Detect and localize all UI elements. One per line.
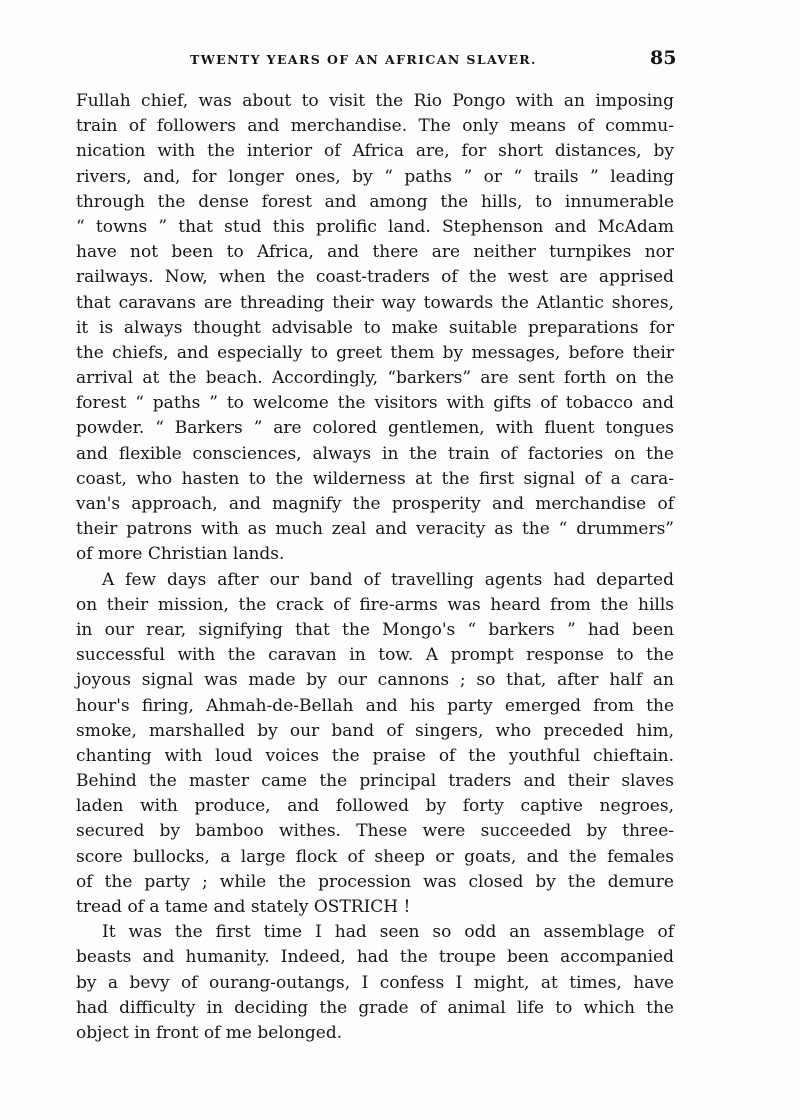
text-line: and flexible consciences, always in the train of factories on the: [76, 443, 674, 464]
text-line: chanting with loud voices the praise of the youthful chieftain.: [76, 745, 674, 766]
text-line: “ towns ” that stud this prolific land. Stephenson and McAdam: [76, 216, 674, 237]
text-line: had difficulty in deciding the grade of animal life to which the: [76, 997, 674, 1018]
text-line: van's approach, and magnify the prosperity and merchandise of: [76, 494, 674, 514]
text-line: on their mission, the crack of fire-arms was heard from the hills: [76, 594, 674, 615]
text-line: railways. Now, when the coast-traders of the west are apprised: [76, 267, 674, 288]
text-line: joyous signal was made by our cannons ; so that, after half an: [76, 670, 674, 691]
text-line: it is always thought advisable to make suitable preparations for: [76, 317, 674, 338]
page-number: 85: [650, 47, 677, 69]
text-line: that caravans are threading their way towards the Atlantic shores,: [76, 292, 674, 313]
text-line: by a bevy of ourang-outangs, I confess I might, at times, have: [76, 972, 674, 993]
text-line: have not been to Africa, and there are neither turnpikes nor: [76, 242, 674, 263]
text-line: successful with the caravan in tow. A prompt response to the: [76, 645, 674, 666]
text-line: laden with produce, and followed by forty captive negroes,: [76, 796, 674, 817]
text-line: object in front of me belonged.: [76, 1022, 343, 1043]
text-line: score bullocks, a large flock of sheep or goats, and the females: [76, 846, 674, 867]
text-line: It was the first time I had seen so odd an assemblage of: [102, 922, 674, 943]
text-line: nication with the interior of Africa are, for short distances, by: [76, 141, 674, 162]
text-line: train of followers and merchandise. The only means of commu-: [76, 116, 674, 137]
text-line: forest “ paths ” to welcome the visitors with gifts of tobacco and: [76, 393, 674, 414]
text-line: tread of a tame and stately OSTRICH !: [76, 897, 411, 917]
text-line: hour's firing, Ahmah-de-Bellah and his party emerged from the: [76, 695, 674, 716]
text-line: A few days after our band of travelling agents had departed: [102, 569, 674, 590]
text-line: arrival at the beach. Accordingly, “barkers” are sent forth on the: [76, 368, 674, 389]
text-line: the chiefs, and especially to greet them by messages, before their: [76, 342, 674, 363]
text-line: powder. “ Barkers ” are colored gentlemen, with fluent tongues: [76, 418, 674, 439]
text-line: beasts and humanity. Indeed, had the troupe been accompanied: [76, 947, 674, 968]
text-line: through the dense forest and among the hills, to innumerable: [76, 191, 674, 212]
text-line: rivers, and, for longer ones, by “ paths ” or “ trails ” leading: [76, 166, 674, 187]
text-line: their patrons with as much zeal and veracity as the “ drummers”: [76, 519, 674, 540]
text-line: in our rear, signifying that the Mongo's “ barkers ” had been: [76, 619, 674, 640]
text-line: smoke, marshalled by our band of singers, who preceded him,: [76, 720, 674, 741]
text-line: Behind the master came the principal traders and their slaves: [76, 771, 674, 792]
text-line: secured by bamboo withes. These were succeeded by three-: [76, 821, 674, 842]
text-line: of the party ; while the procession was closed by the demure: [76, 871, 674, 892]
text-line: Fullah chief, was about to visit the Rio Pongo with an imposing: [76, 91, 674, 111]
body-text: [76, 89, 674, 1046]
running-title: TWENTY YEARS OF AN AFRICAN SLAVER.: [190, 52, 537, 67]
text-line: of more Christian lands.: [76, 544, 285, 565]
text-line: coast, who hasten to the wilderness at the first signal of a cara-: [76, 468, 674, 489]
